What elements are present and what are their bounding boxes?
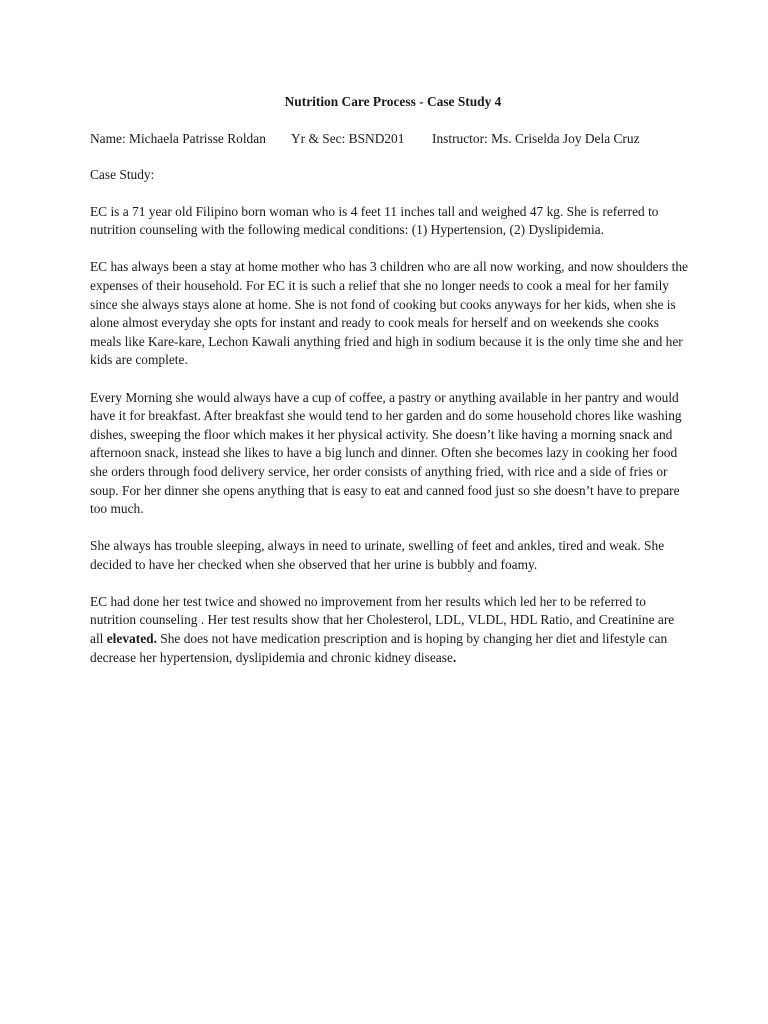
document-page: [90, 93, 690, 686]
test-results-text-continued: She does not have medication prescription and is hoping by changing her diet and lifestyle can decrease her hypertension, dyslipidemia and chronic kidney disease: [90, 631, 668, 665]
instructor-name: Instructor: Ms. Criselda Joy Dela Cruz: [432, 130, 640, 146]
document-title: Nutrition Care Process - Case Study 4: [284, 94, 502, 109]
year-section: Yr & Sec: BSND201: [291, 130, 405, 146]
paragraph-patient-profile: EC is a 71 year old Filipino born woman who is 4 feet 11 inches tall and weighed 47 kg. She is referred to nutrition counseling with the following medical conditions: (1) Hypertension, (2) Dyslipidemia.: [90, 203, 659, 238]
final-period: .: [452, 649, 457, 665]
student-info-line: [90, 130, 690, 149]
elevated-emphasis: elevated.: [106, 631, 157, 647]
paragraph-daily-routine: Every Morning she would always have a cup of coffee, a pastry or anything available in her pantry and would have it for breakfast. After breakfast she would tend to her garden and do some household chores like washing dishes, sweeping the floor which makes it her physical activity. She doesn’t like having a morning snack and afternoon snack, instead she likes to have a big lunch and dinner. Often she becomes lazy in cooking her food she orders through food delivery service, her order consists of anything fried, with rice and a side of fries or soup. For her dinner she opens anything that is easy to eat and canned food just so she doesn’t have to prepare too much.: [90, 389, 682, 517]
paragraph-test-results: [90, 593, 690, 667]
test-results-text: EC had done her test twice and showed no improvement from her results which led her to be referred to nutrition counseling . Her test results show that her Cholesterol, LDL, VLDL, HDL Ratio, and Creatinine are all: [90, 593, 675, 647]
case-study-label: Case Study:: [90, 167, 155, 183]
student-name: Name: Michaela Patrisse Roldan: [90, 130, 266, 146]
paragraph-symptoms: She always has trouble sleeping, always in need to urinate, swelling of feet and ankles, tired and weak. She decided to have her checked when she observed that her urine is bubbly and foamy.: [90, 538, 665, 572]
paragraph-household: EC has always been a stay at home mother who has 3 children who are all now working, and now shoulders the expenses of their household. For EC it is such a relief that she no longer needs to cook a meal for her family since she always stays alone at home. She is not fond of cooking but cooks anyways for her kids, when she is alone almost everyday she opts for instant and ready to cook meals for herself and on weekends she cooks meals like Kare-kare, Lechon Kawali anything fried and high in sodium because it is the only time she and her kids are complete.: [90, 259, 688, 368]
